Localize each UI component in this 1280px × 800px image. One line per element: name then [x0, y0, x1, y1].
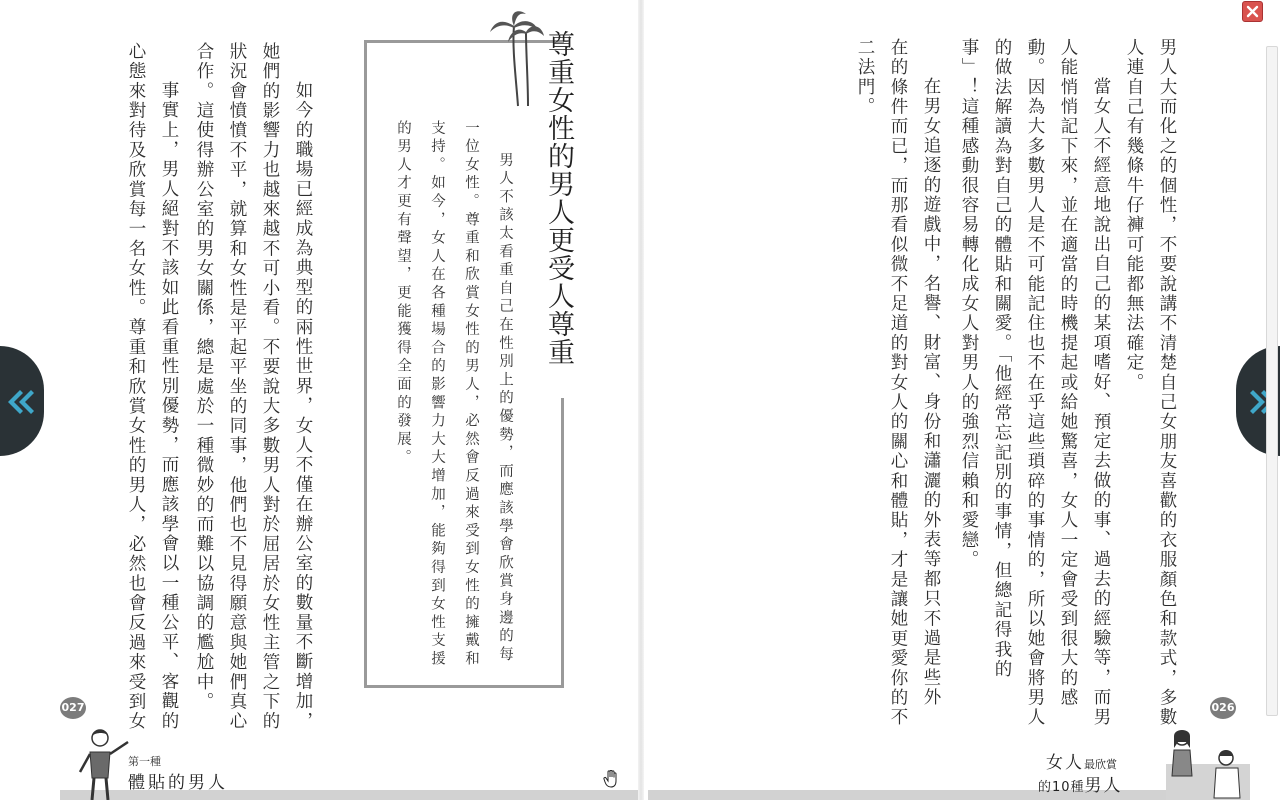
palm-tree-icon: [488, 8, 544, 108]
sidebar-column-3: 支持。如今，女人在各種場合的影響力大大增加，能夠得到女性支援: [429, 120, 445, 669]
sidebar-column-4: 的男人才更有聲望，更能獲得全面的發展。: [395, 120, 411, 468]
left-column-3: 狀況會憤憤不平，就算和女性是平起平坐的同事，他們也不見得願意與她們真心: [227, 42, 247, 732]
sidebar-column-1: 男人不該太看重自己在性別上的優勢，而應該學會欣賞身邊的每: [497, 151, 513, 665]
page-number-left: 027: [60, 697, 86, 719]
chevron-double-left-icon: [4, 387, 36, 417]
left-column-6: 心態來對待及欣賞每一名女性。尊重和欣賞女性的男人，必然也會反過來受到女: [126, 42, 146, 732]
vertical-scrollbar[interactable]: [1266, 46, 1278, 716]
sidebar-title: 尊重女性的男人更受人尊重: [543, 30, 574, 366]
left-column-1: 如今的職場已經成為典型的兩性世界，女人不僅在辦公室的數量不斷增加，: [293, 80, 313, 731]
right-column-7: 事」！這種感動很容易轉化成女人對男人的強烈信賴和愛戀。: [959, 38, 979, 570]
page-number-right: 026: [1210, 697, 1236, 719]
close-button[interactable]: [1242, 1, 1263, 22]
right-column-2: 人連自己有幾條牛仔褲可能都無法確定。: [1124, 38, 1144, 393]
hand-cursor-icon: [603, 770, 619, 788]
right-column-4: 人能悄悄記下來，並在適當的時機提起或給她驚喜，女人一定會受到很大的感: [1058, 38, 1078, 708]
footer-book-title-line2-big: 男人: [1084, 776, 1123, 796]
footer-book-title-line2-small: 的10種: [1038, 780, 1085, 795]
woman-figure-icon: [78, 726, 134, 800]
footer-book-title-big: 女人: [1046, 753, 1084, 773]
book-spine: [638, 0, 644, 800]
right-column-10: 二法門。: [855, 38, 875, 117]
left-column-5: 事實上，男人絕對不該如此看重性別優勢，而應該學會以一種公平、客觀的: [159, 80, 179, 731]
left-column-4: 合作。這使得辦公室的男女關係，總是處於一種微妙的而難以協調的尷尬中。: [194, 42, 214, 712]
couple-figure-icon: [1160, 728, 1252, 800]
close-icon: [1246, 5, 1259, 18]
right-column-3: 當女人不經意地說出自己的某項嗜好、預定去做的事、過去的經驗等，而男: [1091, 76, 1111, 727]
right-column-8: 在男女追逐的遊戲中，名譽、財富、身份和瀟灑的外表等都只不過是些外: [921, 76, 941, 707]
right-column-9: 在的條件而已，而那看似微不足道的對女人的關心和體貼，才是讓她更愛你的不: [888, 38, 908, 728]
right-column-5: 動。因為大多數男人是不可能記住也不在乎這些瑣碎的事情的，所以她會將男人: [1025, 38, 1045, 728]
right-column-6: 的做法解讀為對自己的體貼和關愛。「他經常忘記別的事情，但總記得我的: [992, 38, 1012, 680]
sidebar-column-2: 一位女性。尊重和欣賞女性的男人，必然會反過來受到女性的擁戴和: [463, 120, 479, 669]
footer-chapter-label: 第一種: [128, 755, 161, 768]
footer-book-title-small: 最欣賞: [1084, 758, 1117, 771]
right-column-1: 男人大而化之的個性，不要說講不清楚自己女朋友喜歡的衣服顏色和款式，多數: [1157, 38, 1177, 728]
footer-book-title-line1: [1046, 748, 1117, 773]
footer-book-title-line2: [1038, 771, 1123, 796]
right-footer-bar: [648, 790, 1248, 800]
left-column-2: 她們的影響力也越來越不可小看。不要說大多數男人對於屈居於女性主管之下的: [260, 42, 280, 732]
footer-chapter-title: 體貼的男人: [128, 773, 228, 793]
